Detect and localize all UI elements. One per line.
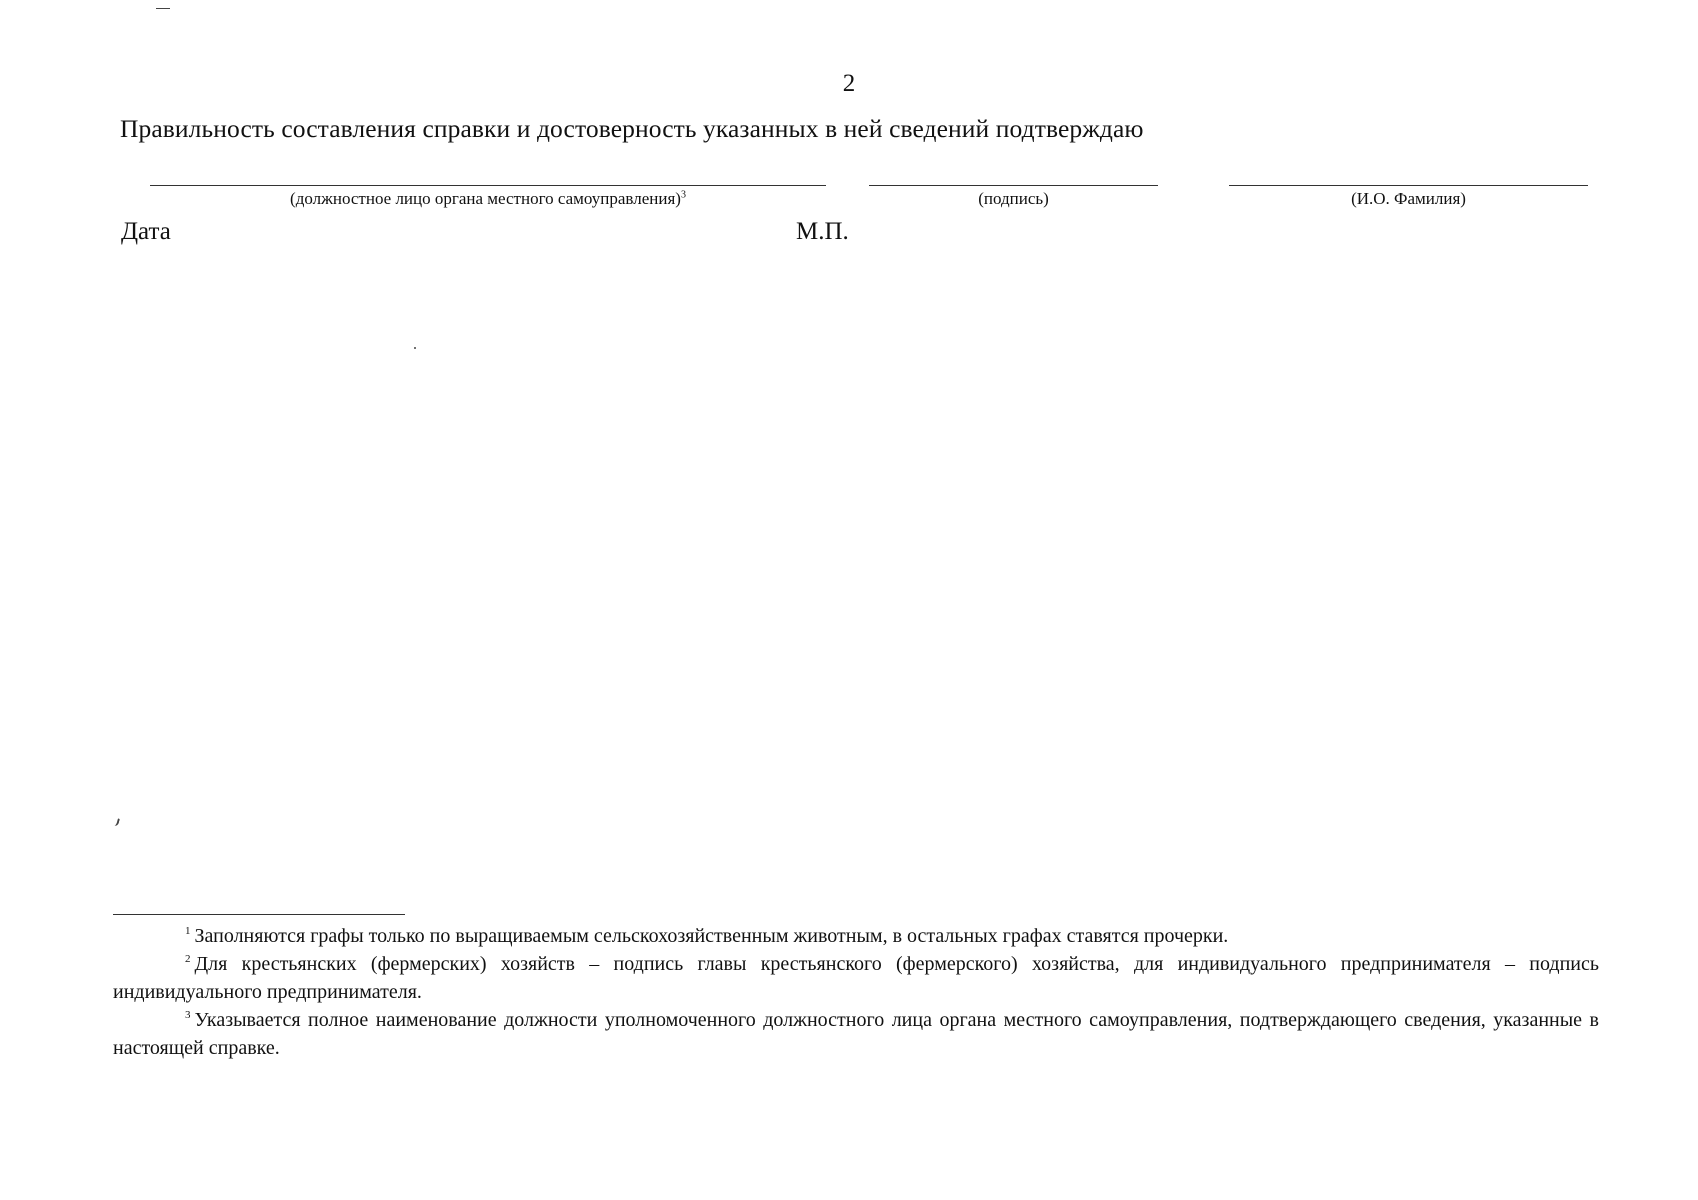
full-name-caption: (И.О. Фамилия) [1351, 189, 1466, 208]
scan-mark-dot [414, 347, 416, 349]
footnotes [113, 922, 1599, 1062]
date-label: Дата [121, 218, 171, 245]
signature-caption: (подпись) [978, 189, 1049, 208]
footnote-ref-3: 3 [680, 189, 686, 201]
footnote-separator [113, 914, 405, 915]
full-name-field [1229, 185, 1588, 216]
stamp-label: М.П. [796, 218, 849, 245]
footnote-2: $^2$ Для крестьянских (фермерских) хозяйств – подпись главы крестьянского (фермерского) хозяйства, для индивидуального предпринимателя – подпись индивидуального предпринимателя. [113, 953, 1599, 1003]
official-position-caption: (должностное лицо органа местного самоуправления)$^3$ [290, 189, 686, 208]
signature-field [869, 185, 1158, 216]
confirmation-statement: Правильность составления справки и достоверность указанных в ней сведений подтверждаю [120, 114, 1144, 143]
scan-mark-comma [112, 817, 120, 826]
footnote-3: $^3$ Указывается полное наименование должности уполномоченного должностного лица органа местного самоуправления, подтверждающего сведения, указанные в настоящей справке. [113, 1009, 1599, 1059]
page-number: 2 [842, 70, 856, 97]
scan-mark-dash [156, 8, 170, 9]
official-position-field [150, 185, 826, 216]
footnote-1: $^1$ Заполняются графы только по выращиваемым сельскохозяйственным животным, в остальных графах ставятся прочерки. [185, 925, 1229, 947]
